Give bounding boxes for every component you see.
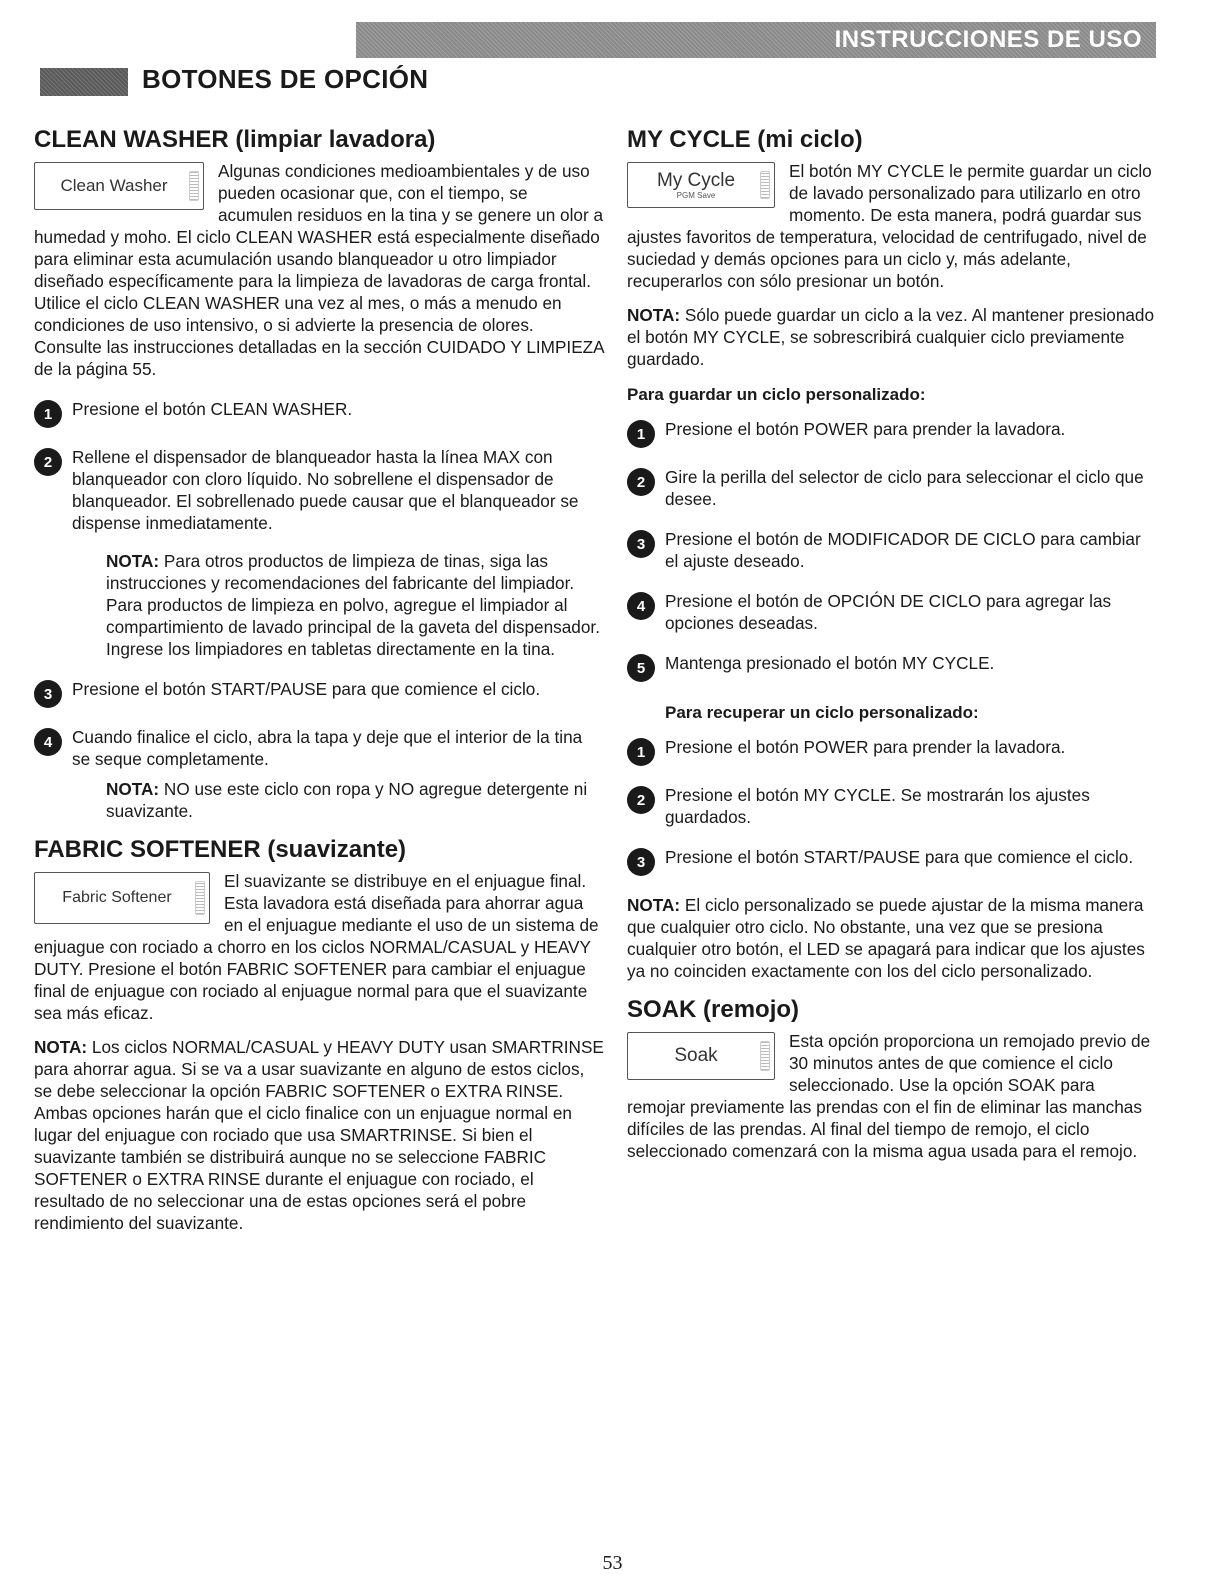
save-cycle-step — [627, 466, 1157, 510]
recall-cycle-heading: Para recuperar un ciclo personalizado: — [665, 703, 979, 722]
step-number-icon: 2 — [627, 468, 655, 496]
my-cycle-button-illustration — [627, 162, 775, 208]
grip-icon — [760, 171, 770, 199]
header-banner: INSTRUCCIONES DE USO — [356, 22, 1156, 58]
fabric-softener-intro-text: El suavizante se distribuye en el enjuague final. Esta lavadora está diseñada para ahorrar agua en el enjuague mediante el uso de un sistema de enjuague con rociado a chorro en los ciclos NORMAL/CASUAL y HEAVY DUTY. Presione el botón FABRIC SOFTENER para cambiar el enjuague final de enjuague con rociado al enjuague normal para que el suavizante sea más eficaz. — [34, 871, 599, 1023]
note-text: Sólo puede guardar un ciclo a la vez. Al mantener presionado el botón MY CYCLE, se sobrescribirá cualquier ciclo previamente guardado. — [627, 305, 1155, 369]
step-text: Presione el botón START/PAUSE para que comience el ciclo. — [665, 847, 1134, 867]
step-number-icon: 2 — [627, 786, 655, 814]
note-label: NOTA: — [627, 305, 681, 325]
step-text: Rellene el dispensador de blanqueador hasta la línea MAX con blanqueador con cloro líquido. No sobrellene el dispensador de blanqueador. El sobrellenado puede causar que el blanqueador se dispense inmediatamente. — [72, 447, 579, 533]
fabric-softener-button-illustration — [34, 872, 210, 924]
step-text: Mantenga presionado el botón MY CYCLE. — [665, 653, 995, 673]
step-text: Presione el botón MY CYCLE. Se mostrarán los ajustes guardados. — [665, 785, 1090, 827]
recall-cycle-step — [627, 736, 1157, 766]
clean-washer-intro-text: Algunas condiciones medioambientales y de uso pueden ocasionar que, con el tiempo, se acumulen residuos en la tina y se genere un olor a humedad y moho. El ciclo CLEAN WASHER está especialmente diseñado para eliminar esta acumulación usando blanqueador u otro limpiador diseñado específicamente para la limpieza de lavadoras de carga frontal. Utilice el ciclo CLEAN WASHER una vez al mes, o más a menudo en condiciones de uso intensivo, o si advierte la presencia de olores. Consulte las instrucciones detalladas en la sección CUIDADO Y LIMPIEZA de la página 55. — [34, 161, 604, 379]
grip-icon — [189, 171, 199, 201]
clean-washer-step — [34, 398, 604, 428]
step-text: Presione el botón CLEAN WASHER. — [72, 399, 353, 419]
soak-button-label: Soak — [674, 1045, 718, 1066]
fabric-softener-title: FABRIC SOFTENER (suavizante) — [34, 836, 407, 863]
fabric-softener-button-label: Fabric Softener — [62, 889, 172, 906]
fabric-softener-note — [34, 1036, 604, 1234]
section-marker — [40, 68, 128, 96]
recall-cycle-step — [627, 846, 1157, 876]
clean-washer-button-label: Clean Washer — [60, 176, 168, 195]
step-text: Presione el botón de OPCIÓN DE CICLO para agregar las opciones deseadas. — [665, 591, 1112, 633]
step-number-icon: 4 — [34, 728, 62, 756]
page-number: 53 — [602, 1552, 623, 1574]
soak-title: SOAK (remojo) — [627, 996, 800, 1023]
grip-icon — [760, 1041, 770, 1071]
note-label: NOTA: — [627, 895, 681, 915]
soak-intro-text: Esta opción proporciona un remojado previo de 30 minutos antes de que comience el ciclo seleccionado. Use la opción SOAK para remojar previamente las prendas con el fin de eliminar las manchas difíciles de las prendas. Al final del tiempo de remojo, el ciclo seleccionado comenzará con la misma agua usada para el remojo. — [627, 1031, 1151, 1161]
clean-washer-step — [34, 678, 604, 708]
step-number-icon: 5 — [627, 654, 655, 682]
left-column — [34, 126, 604, 1234]
save-cycle-step — [627, 590, 1157, 634]
note-text: NO use este ciclo con ropa y NO agregue detergente ni suavizante. — [106, 779, 588, 821]
soak-button-illustration — [627, 1032, 775, 1080]
save-cycle-step — [627, 418, 1157, 448]
step-text: Gire la perilla del selector de ciclo para seleccionar el ciclo que desee. — [665, 467, 1144, 509]
step-text: Presione el botón POWER para prender la lavadora. — [665, 419, 1066, 439]
my-cycle-note — [627, 304, 1157, 370]
step-number-icon: 1 — [34, 400, 62, 428]
grip-icon — [195, 881, 205, 915]
clean-washer-intro — [34, 160, 604, 380]
note-label: NOTA: — [106, 551, 160, 571]
right-column — [627, 126, 1157, 1162]
clean-washer-title: CLEAN WASHER (limpiar lavadora) — [34, 126, 436, 153]
recall-cycle-step — [627, 784, 1157, 828]
clean-washer-button-illustration — [34, 162, 204, 210]
fabric-softener-intro — [34, 870, 604, 1024]
step-number-icon: 1 — [627, 738, 655, 766]
step-text: Presione el botón START/PAUSE para que comience el ciclo. — [72, 679, 541, 699]
my-cycle-note — [627, 894, 1157, 982]
clean-washer-step — [34, 446, 604, 534]
step-number-icon: 2 — [34, 448, 62, 476]
step-text: Presione el botón POWER para prender la lavadora. — [665, 737, 1066, 757]
soak-intro — [627, 1030, 1157, 1162]
clean-washer-note — [106, 778, 604, 822]
save-cycle-step — [627, 652, 1157, 682]
my-cycle-intro-text: El botón MY CYCLE le permite guardar un ciclo de lavado personalizado para utilizarlo en otro momento. De esta manera, podrá guardar sus ajustes favoritos de temperatura, velocidad de centrifugado, nivel de suciedad y demás opciones para un ciclo y, más adelante, recuperarlos con sólo presionar un botón. — [627, 161, 1152, 291]
save-cycle-step — [627, 528, 1157, 572]
my-cycle-button-sublabel: PGM Save — [676, 191, 716, 200]
my-cycle-button-label: My Cycle — [656, 170, 736, 191]
note-text: Para otros productos de limpieza de tinas, siga las instrucciones y recomendaciones del fabricante del limpiador. Para productos de limpieza en polvo, agregue el limpiador al compartimiento de lavado principal de la gaveta del dispensador. Ingrese los limpiadores en tabletas directamente en la tina. — [106, 551, 600, 659]
step-number-icon: 1 — [627, 420, 655, 448]
clean-washer-note — [106, 550, 604, 660]
note-text: Los ciclos NORMAL/CASUAL y HEAVY DUTY usan SMARTRINSE para ahorrar agua. Si se va a usar suavizante en alguno de estos ciclos, se debe seleccionar la opción FABRIC SOFTENER o EXTRA RINSE. Ambas opciones harán que el ciclo finalice con un enjuague normal en lugar del enjuague con rociado que usa SMARTRINSE. Si bien el suavizante también se distribuirá aunque no se seleccione FABRIC SOFTENER o EXTRA RINSE durante el enjuague con rociado, el resultado de no seleccionar una de estas opciones será el pobre rendimiento del suavizante. — [34, 1037, 604, 1233]
note-label: NOTA: — [106, 779, 160, 799]
note-text: El ciclo personalizado se puede ajustar de la misma manera que cualquier otro ciclo. No obstante, una vez que se presiona cualquier otro botón, el LED se apagará para indicar que los ajustes ya no coinciden exactamente con los del ciclo personalizado. — [627, 895, 1145, 981]
note-label: NOTA: — [34, 1037, 88, 1057]
clean-washer-step — [34, 726, 604, 770]
my-cycle-title: MY CYCLE (mi ciclo) — [627, 126, 863, 153]
step-number-icon: 3 — [627, 848, 655, 876]
section-title: BOTONES DE OPCIÓN — [142, 64, 429, 94]
save-cycle-heading: Para guardar un ciclo personalizado: — [627, 385, 926, 404]
step-text: Presione el botón de MODIFICADOR DE CICLO para cambiar el ajuste deseado. — [665, 529, 1141, 571]
step-number-icon: 3 — [627, 530, 655, 558]
step-number-icon: 4 — [627, 592, 655, 620]
my-cycle-intro — [627, 160, 1157, 292]
step-text: Cuando finalice el ciclo, abra la tapa y deje que el interior de la tina se seque completamente. — [72, 727, 583, 769]
step-number-icon: 3 — [34, 680, 62, 708]
